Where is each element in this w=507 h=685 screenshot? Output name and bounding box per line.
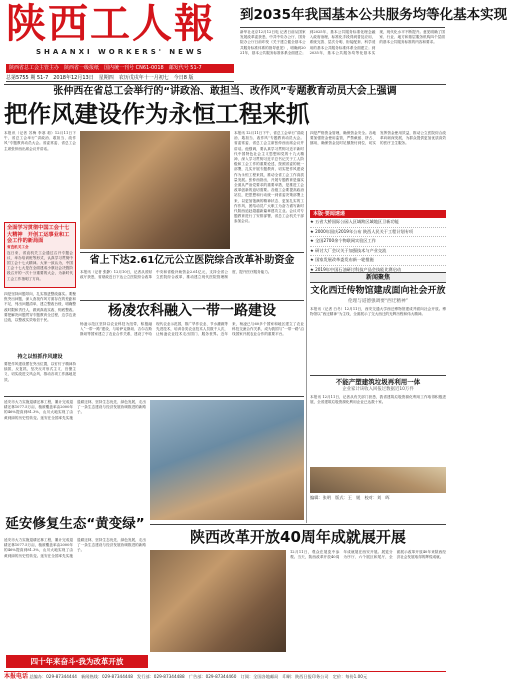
- brief2-subtitle: 企业家计该收入回报过数据近10万件: [342, 387, 414, 392]
- divider: [80, 252, 304, 253]
- bottom-banner: 四十年来奋斗·我为改革开放: [6, 655, 148, 668]
- lead-byline: 本报讯（记者 苏梅 李寒 莉）12月11日下午，省总工会举行“讲政治、敢担当、改作风”专题教育动员大会。省委常委、省总工会主席张仲西出席会议并讲话。: [4, 131, 76, 151]
- yangling-body: 杨凌示范区坚持以农业科技为纽带，积极融入“一带一路”建设，与哈萨克斯坦、吉尔吉斯斯坦等国家建立了农业合作关系，建设了中哈现代农业示范园，推广旱作农业、节水灌溉等先进技术，培训各类农业技术人员数千人次，让杨凌农业技术走出国门、服务世界。近年来，杨凌已与60多个国家和地区建立了农业科技交流合作关系，成为我国与“一带一路”沿线国家开展农业合作的重要平台。: [80, 322, 304, 337]
- brief-subtitle: 伦理与道德强调要“西迁精神”: [348, 299, 408, 304]
- footer: [4, 671, 446, 681]
- lead-kicker: 张仲西在省总工会举行的“讲政治、敢担当、改作风”专题教育动员大会上强调: [53, 86, 397, 97]
- brief-headline: 文化西迁传物馆建成面向社会开放: [310, 286, 446, 296]
- masthead-date-line: 总第5755 期 51-7 2018年12月13日 星期四 农历戊戌年十一月初七 今日8 版: [6, 75, 234, 82]
- reform-body: 12月11日，观众在展览中参观。当天，陕西改革开放40周年成就展在西安开展。展览分为序厅、六个展区和尾厅，全面展示改革开放40年来陕西经济社会发展取得的辉煌成就。: [290, 550, 446, 560]
- news-box: [310, 210, 446, 276]
- masthead-brand: [6, 2, 234, 64]
- lead-body: 本报讯 12月11日下午，省总工会举行“讲政治、敢担当、改作风”专题教育动员大会。省委常委、省总工会主席张仲西出席会议并讲话。他强调，要认真学习贯彻习近平新时代中国特色社会主义思想和党的十九大精神，深入学习贯彻习近平总书记关于工人阶级和工会工作的重要论述，按照省委的统一部署，扎实开展专题教育，切实把作风建设作为永恒工程来抓，推动全省工会工作高质量发展。张仲西指出，开展专题教育是落实全面从严治党要求的重要举措，是推进工会改革创新的迫切需要。各级工会要提高政治站位，把思想和行动统一到省委决策部署上来，以更加饱满的精神状态、更加扎实的工作作风，团结动员广大职工为奋力谱写新时代陕西追赶超越新篇章建功立业。会议对专题教育进行了安排部署，省总工会机关干部参加会议。: [234, 131, 304, 224]
- red-box-subtitle: 省直机关工会: [7, 244, 29, 249]
- left-col-body2: 要把作风建设摆在突出位置，以钉钉子精神持续抓、反复抓，坚决反对形式主义、官僚主义，切实改进文风会风，推动各项工作落地见效。: [4, 362, 76, 382]
- divider: [240, 27, 445, 28]
- reform-headline: 陕西改革开放40周年成就展开展: [190, 528, 406, 546]
- sidebar-editors: 编辑：张明 版式：王 媛 校对：刘 晖: [310, 495, 390, 500]
- red-box-title: 全面学习贯彻中国工会十七大精神 开创工运事业和工会工作的新局面: [7, 225, 70, 244]
- reform-photo: [150, 550, 286, 652]
- news-item[interactable]: ★ 全国2700余个物联网实验区工作: [310, 237, 446, 247]
- news-item[interactable]: ★ 五省大桥国际公园入区域跨区域地区卫新功能: [310, 218, 446, 228]
- yangling-headline: 杨凌农科融入一带一路建设: [108, 303, 276, 319]
- brief-box: [310, 272, 446, 502]
- masthead-title-en: SHAANXI WORKERS' NEWS: [36, 48, 205, 56]
- brief-tag: 新闻聚焦: [310, 272, 446, 283]
- yanan-body: 延安市大力实施退耕还林工程，累计完成退耕还林1077.5万亩，植被覆盖率由2000年的46%提高到81.3%，山川大地实现了由黄到绿的历史性转变。延安在全国率先实施退耕还林，坚持生态优先、绿色发展，走出了一条生态建设与经济发展协调推进的新路子。: [4, 400, 146, 420]
- news-list: [310, 218, 446, 276]
- top-right-body: 新华社北京12月12日电 记者日前从国家发展改革委获悉，中共中央办公厅、国务院办公厅日前印发《关于建立健全基本公共服务标准体系的指导意见》，明确到2021年，基本公共服务标准体系全面建立；到2025年，基本公共服务标准化理念融入政府治理，标准化手段得到普及应用，系统完善、层次分明、衔接配套、科学适用的基本公共服务标准体系全面建立；到2035年，基本公共服务均等化基本实现，现代化水平不断提升。意见明确了国家、行业、地方和基层服务机构四个层面的基本公共服务标准的内容和要求。: [240, 30, 445, 55]
- masthead-title: 陕西工人報: [6, 1, 216, 47]
- news-tag: 本版·要闻速递: [310, 210, 446, 218]
- sidebar-photo: [310, 467, 446, 493]
- brief2-headline: 不能产塑建筑垃圾再利用一体: [335, 378, 421, 386]
- brief-body: 本报讯（记者 白冬）12月11日，西安交通大学西迁博物馆建成并面向社会开放。博物馆以“西迁精神”为主线，全面展示了交大西迁的光辉历程和伟大精神。: [310, 307, 446, 317]
- left-col-section-title: 持之以恒抓作风建设: [17, 354, 63, 360]
- east-body: 四是严格资金管理，确保资金安全。各地要加强资金使用监管，严禁截留、挤占、挪用，确保资金及时足额拨付到位，切实发挥资金使用效益，推动公立医院综合改革向纵深发展，为群众提供更加优质高效的医疗卫生服务。: [310, 131, 446, 146]
- yanan-body-extra: 延安市大力实施退耕还林工程，累计完成退耕还林1077.5万亩，植被覆盖率由2000年的46%提高到81.3%，山川大地实现了由黄到绿的历史性转变。延安在全国率先实施退耕还林，坚持生态优先、绿色发展，走出了一条生态建设与经济发展协调推进的新路子。: [4, 538, 146, 558]
- medical-body: 本报讯（记者 张静）12月10日，记者从省财政厅获悉，省财政近日下达公立医院综合改革中央和省级补助资金2.61亿元，支持全省公立医院综合改革，推动建立现代医院管理制度，提升医疗服务能力。: [80, 270, 272, 280]
- divider: [310, 375, 446, 376]
- yanan-headline: 延安修复生态“黄变绿”: [5, 516, 145, 532]
- masthead-info-bar: 陕西省总工会主管主办 陕西省一级报纸 国内统一刊号 CN61-0018 邮发代号 51-7: [6, 64, 234, 73]
- footer-label: 本报电话: [4, 673, 29, 680]
- brief2-body: 本报讯 12月11日，记者从有关部门获悉，我省建筑垃圾资源化利用工作取得积极进展，全省建筑垃圾资源化利用企业已达数十家。: [310, 395, 446, 405]
- footer-text: 总编办：029-87344444 新闻热线：029-87344448 发行部：029-87344488 广告部：029-87344460 订阅：全国各地邮局 印刷：陕西日报印务公司 定价：每份1.00元: [29, 674, 368, 679]
- top-right-headline: 到2035年我国基本公共服务均等化基本实现: [240, 7, 507, 23]
- red-box: [4, 222, 76, 288]
- yanan-photo: [150, 400, 304, 520]
- news-item[interactable]: ★ 国家发展改革委发布新一轮措施: [310, 256, 446, 266]
- lead-photo: [80, 131, 230, 249]
- divider: [4, 84, 446, 85]
- news-item[interactable]: ★ 2019年中国石油研讨科技产品会技能比赛启动: [310, 266, 446, 276]
- divider: [4, 396, 304, 397]
- divider: [80, 300, 304, 301]
- left-col-body: 四是坚持问题导向，扎实推进整改落实。要聚焦突出问题，深入查找作风方面存在的差距和不足，列出问题清单，建立整改台账，明确整改时限和责任人，做到真改实改、彻底整改。要把解决问题贯穿专题教育全过程，边学边查边改，以整改实效取信于民。: [4, 292, 76, 323]
- column-divider: [306, 131, 307, 523]
- lead-headline: 把作风建设作为永恒工程来抓: [4, 100, 310, 128]
- medical-headline: 省上下达2.61亿元公立医院综合改革补助资金: [89, 255, 295, 266]
- news-item[interactable]: ★ 2000年国庆2019年公布 陕西人民关于工程计划专项: [310, 228, 446, 238]
- red-box-body: 连日来，省直机关工会通过召开专题会议、举办培训班等形式，认真学习贯彻中国工会十七大精神。大家一致认为，中国工会十七大是在全面建成小康社会决胜阶段召开的一次十分重要的大会，为新时代工会工作指明了方向。: [7, 250, 73, 281]
- news-item[interactable]: ★ 研讨大厂会议关于加强技术与产业交流: [310, 247, 446, 257]
- divider: [150, 524, 446, 525]
